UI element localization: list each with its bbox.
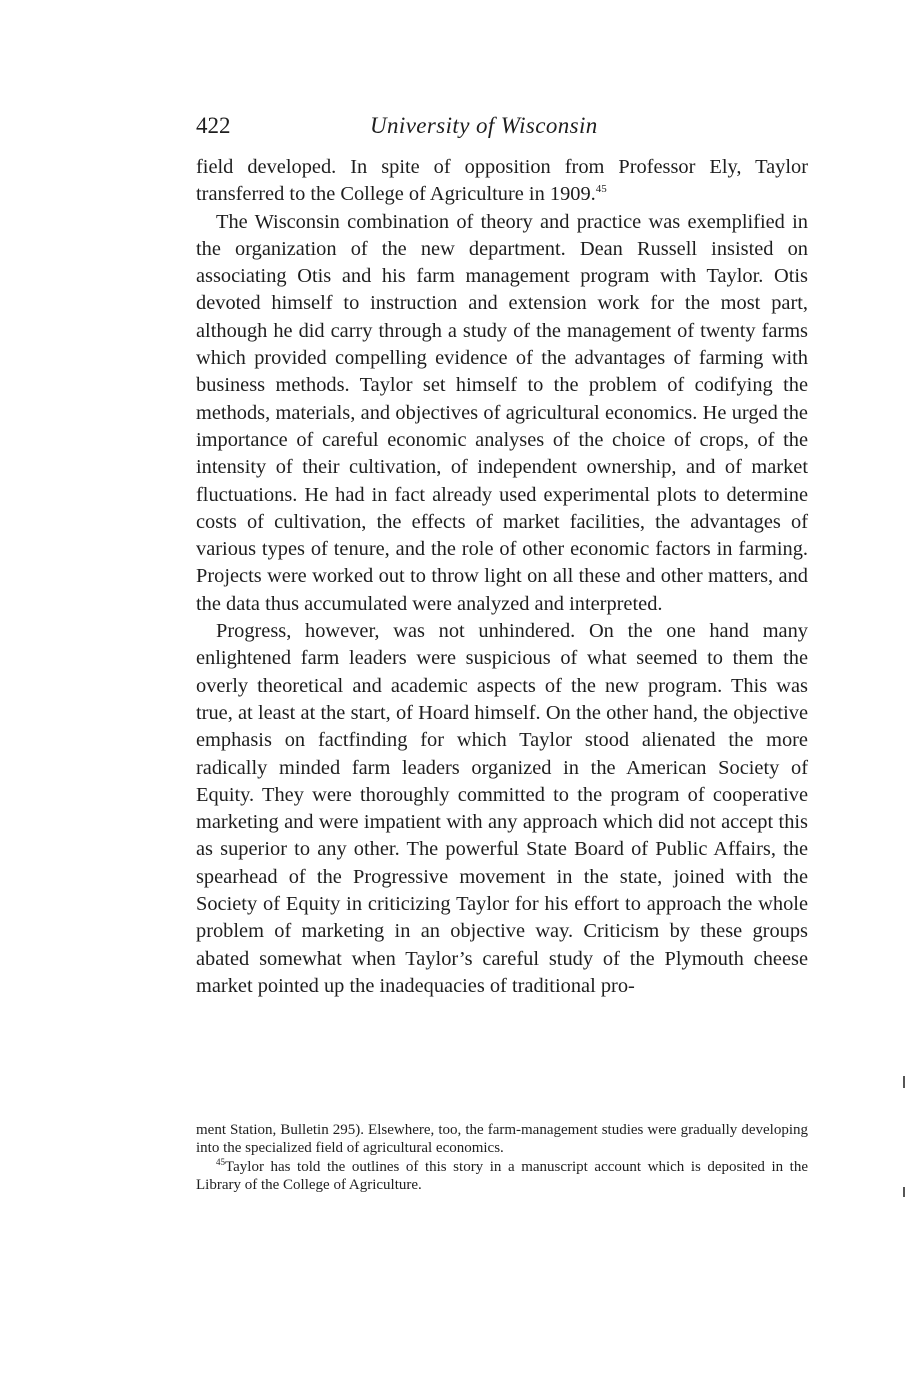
footnote-marker: 45 [216, 1156, 225, 1167]
scan-edge-mark [903, 1076, 905, 1088]
paragraph [196, 209, 808, 618]
footnote-text: ment Station, Bulletin 295). Elsewhere, too, the farm-management studies were gradually developing into the specialized field of agricultural economics. [196, 1122, 808, 1157]
paragraph-text: field developed. In spite of opposition from Professor Ely, Taylor transferred to the College of Agriculture in 1909. [196, 156, 808, 206]
footnotes [196, 1121, 808, 1195]
footnote-continued [196, 1121, 808, 1158]
footnote-reference: 45 [595, 183, 607, 196]
page-header [196, 113, 808, 149]
running-title: University of Wisconsin [370, 113, 598, 138]
paragraph-continued [196, 154, 808, 209]
footnote-text: Taylor has told the outlines of this story in a manuscript account which is deposited in the Library of the College of Agriculture. [196, 1158, 808, 1194]
body-text [196, 154, 808, 1000]
footnote [196, 1158, 808, 1195]
paragraph-text: The Wisconsin combination of theory and practice was exemplified in the organization of the new department. Dean Russell insisted on associating Otis and his farm management program with Taylor. Otis devoted himself to instruction and extension work for the most part, although he did carry through a study of the management of twenty farms which provided compelling evidence of the advantages of farming with business methods. Taylor set himself to the problem of codifying the methods, materials, and objectives of agricultural economics. He urged the importance of careful economic analyses of the choice of crops, of the intensity of their cultivation, of independent ownership, and of market fluctuations. He had in fact already used experimental plots to determine costs of cultivation, the effects of market facilities, the advantages of various types of tenure, and the role of other economic factors in farming. Projects were worked out to throw light on all these and other matters, and the data thus accumulated were analyzed and interpreted. [196, 210, 808, 615]
paragraph-text: Progress, however, was not unhindered. On the one hand many enlightened farm leaders were suspicious of what seemed to them the overly theoretical and academic aspects of the new program. This was true, at least at the start, of Hoard himself. On the other hand, the objective emphasis on factfinding for which Taylor stood alienated the more radically minded farm leaders organized in the American Society of Equity. They were thoroughly committed to the program of cooperative marketing and were impatient with any approach which did not accept this as superior to any other. The powerful State Board of Public Affairs, the spearhead of the Progressive movement in the state, joined with the Society of Equity in criticizing Taylor for his effort to approach the whole problem of marketing in an objective way. Criticism by these groups abated somewhat when Taylor’s careful study of the Plymouth cheese market pointed up the inadequacies of traditional pro- [196, 620, 808, 997]
page-number: 422 [196, 113, 231, 138]
scan-edge-mark [903, 1187, 905, 1197]
paragraph [196, 618, 808, 1000]
